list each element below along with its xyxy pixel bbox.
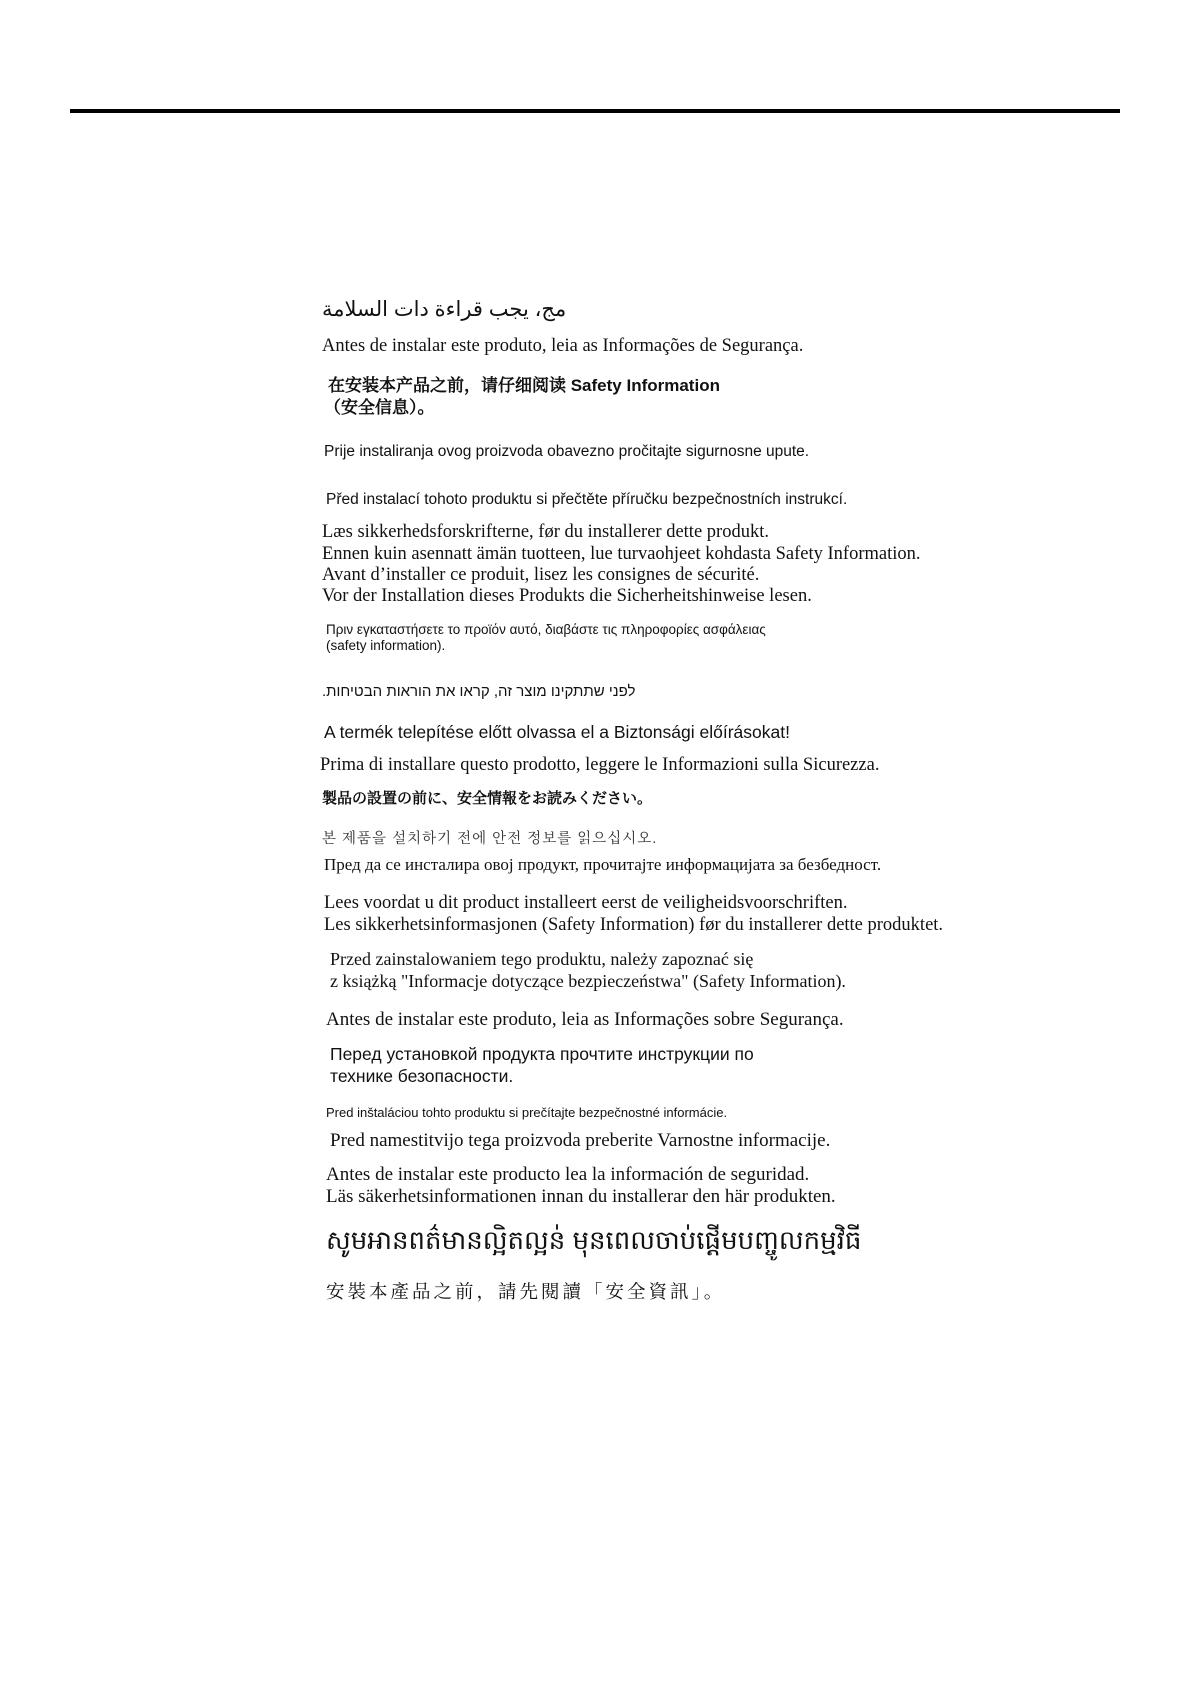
notice-polish-line1: Przed zainstalowaniem tego produktu, należy zapoznać się [330, 949, 754, 969]
notice-swedish: Läs säkerhetsinformationen innan du installerar den här produkten. [326, 1186, 836, 1207]
notice-italian: Prima di installare questo prodotto, leggere le Informazioni sulla Sicurezza. [320, 755, 880, 775]
safety-notice-block [322, 0, 1172, 1684]
notice-portuguese-portugal: Antes de instalar este produto, leia as Informações sobre Segurança. [326, 1009, 844, 1030]
notice-khmer: សូមអានពត៌មានល្អិតល្អន់ មុនពេលចាប់ផ្តើមបញ្ចូលកម្មវិធី [326, 1225, 862, 1255]
notice-hebrew: לפני שתתקינו מוצר זה, קראו את הוראות הבטיחות. [322, 683, 636, 700]
notice-chinese-simplified-line1: 在安装本产品之前，请仔细阅读 Safety Information [328, 376, 720, 395]
notice-french: Avant d’installer ce produit, lisez les consignes de sécurité. [322, 565, 760, 585]
notice-macedonian: Пред да се инсталира овој продукт, прочитајте информацијата за безбедност. [324, 855, 882, 874]
notice-portuguese-brazil: Antes de instalar este produto, leia as Informações de Segurança. [322, 336, 804, 356]
notice-russian-line1: Перед установкой продукта прочтите инструкции по [330, 1044, 754, 1064]
notice-hungarian: A termék telepítése előtt olvassa el a Biztonsági előírásokat! [324, 722, 790, 742]
notice-czech: Před instalací tohoto produktu si přečtěte příručku bezpečnostních instrukcí. [326, 491, 848, 508]
notice-slovenian: Pred namestitvijo tega proizvoda preberite Varnostne informacije. [330, 1130, 831, 1151]
notice-slovak: Pred inštaláciou tohto produktu si prečítajte bezpečnostné informácie. [326, 1105, 728, 1120]
notice-danish: Læs sikkerhedsforskrifterne, før du installerer dette produkt. [322, 522, 769, 542]
notice-finnish: Ennen kuin asennatt ämän tuotteen, lue turvaohjeet kohdasta Safety Information. [322, 544, 921, 564]
notice-korean: 본 제품을 설치하기 전에 안전 정보를 읽으십시오. [322, 831, 658, 847]
notice-croatian: Prije instaliranja ovog proizvoda obavezno pročitajte sigurnosne upute. [324, 443, 810, 460]
notice-spanish: Antes de instalar este producto lea la información de seguridad. [326, 1164, 810, 1185]
notice-arabic: مج، يجب قراءة دات السلامة [322, 298, 567, 321]
notice-german: Vor der Installation dieses Produkts die Sicherheitshinweise lesen. [322, 586, 812, 606]
notice-norwegian: Les sikkerhetsinformasjonen (Safety Information) før du installerer dette produktet. [324, 915, 944, 935]
notice-chinese-traditional: 安裝本產品之前，請先閱讀「安全資訊」。 [326, 1283, 726, 1303]
notice-greek-line2: (safety information). [326, 638, 446, 653]
notice-russian-line2: технике безопасности. [330, 1066, 514, 1086]
notice-dutch: Lees voordat u dit product installeert eerst de veiligheidsvoorschriften. [324, 893, 848, 913]
notice-chinese-simplified-line2: （安全信息）。 [324, 398, 435, 417]
notice-japanese: 製品の設置の前に、安全情報をお読みください。 [322, 790, 653, 807]
notice-greek-line1: Πριν εγκαταστήσετε το προϊόν αυτό, διαβάστε τις πληροφορίες ασφάλειας [326, 622, 766, 637]
notice-polish-line2: z książką "Informacje dotyczące bezpieczeństwa" (Safety Information). [330, 971, 846, 991]
